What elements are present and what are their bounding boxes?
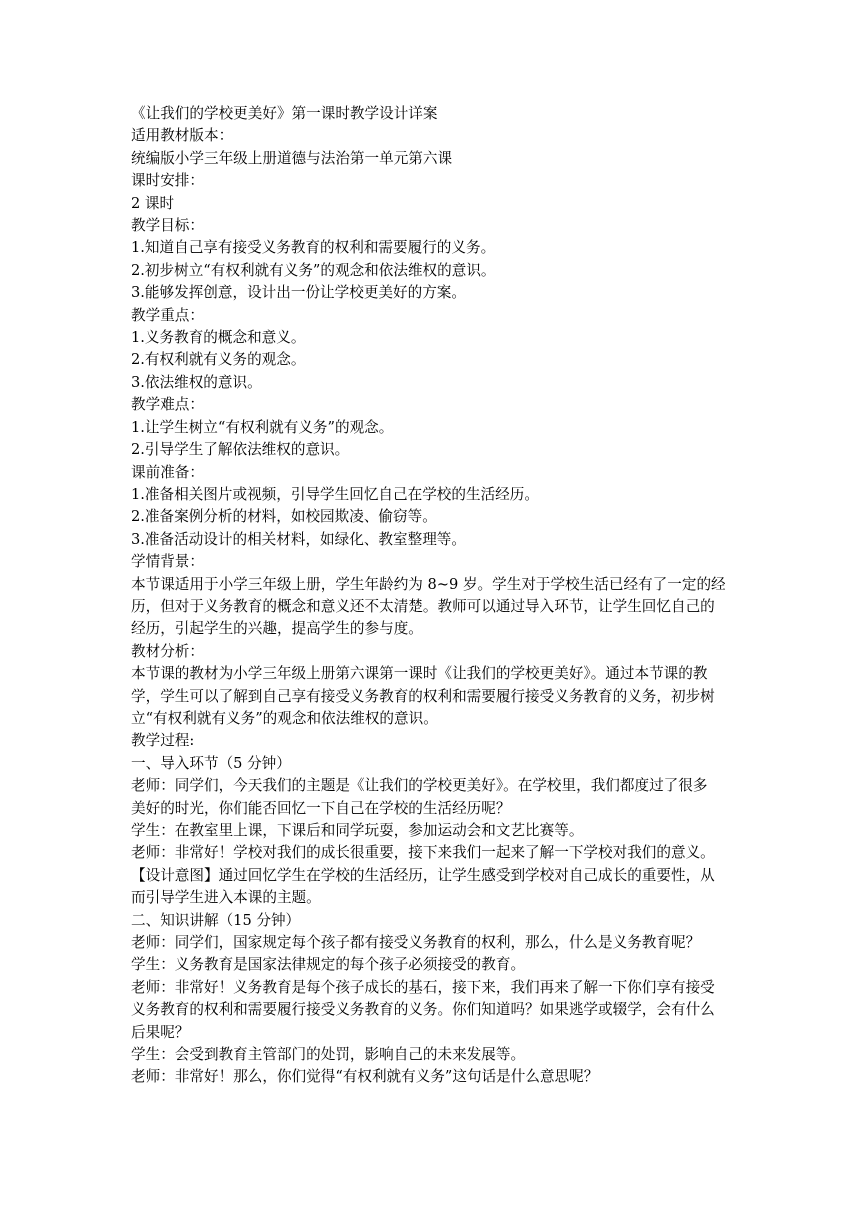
analysis-line: 立“有权利就有义务”的观念和依法维权的意识。	[131, 709, 438, 727]
section1-title: 一、导入环节（5 分钟）	[131, 754, 291, 772]
section1-line: 老师：同学们，今天我们的主题是《让我们的学校更美好》。在学校里，我们都度过了很多	[131, 777, 708, 795]
section2-title: 二、知识讲解（15 分钟）	[131, 911, 301, 929]
preparation-label: 课前准备：	[131, 463, 204, 481]
section2-line: 后果呢？	[131, 1023, 190, 1041]
section2-line: 老师：非常好！那么，你们觉得“有权利就有义务”这句话是什么意思呢？	[131, 1068, 599, 1086]
objectives-label: 教学目标：	[131, 217, 204, 235]
section2-line: 老师：同学们，国家规定每个孩子都有接受义务教育的权利，那么，什么是义务教育呢？	[131, 934, 701, 952]
preparation-item: 1.准备相关图片或视频，引导学生回忆自己在学校的生活经历。	[131, 485, 539, 503]
document-title: 《让我们的学校更美好》第一课时教学设计详案	[131, 105, 438, 122]
background-line: 历，但对于义务教育的概念和意义还不太清楚。教师可以通过导入环节，让学生回忆自己的	[131, 597, 715, 615]
key-points-label: 教学重点：	[131, 306, 204, 324]
section2-line: 老师：非常好！义务教育是每个孩子成长的基石，接下来，我们再来了解一下你们享有接受	[131, 978, 715, 996]
analysis-line: 本节课的教材为小学三年级上册第六课第一课时《让我们的学校更美好》。通过本节课的教	[131, 665, 708, 683]
document-page	[131, 103, 731, 1089]
background-line: 经历，引起学生的兴趣，提高学生的参与度。	[131, 620, 423, 638]
difficulty-item: 2.引导学生了解依法维权的意识。	[131, 441, 350, 459]
preparation-item: 3.准备活动设计的相关材料，如绿化、教室整理等。	[131, 530, 466, 548]
objective-item: 3.能够发挥创意，设计出一份让学校更美好的方案。	[131, 284, 466, 302]
section1-line: 而引导学生进入本课的主题。	[131, 889, 321, 907]
key-point-item: 2.有权利就有义务的观念。	[131, 351, 306, 369]
objective-item: 1.知道自己享有接受义务教育的权利和需要履行的义务。	[131, 239, 496, 257]
section1-line: 【设计意图】通过回忆学生在学校的生活经历，让学生感受到学校对自己成长的重要性，从	[131, 866, 715, 884]
schedule-label: 课时安排：	[131, 172, 204, 190]
section1-line: 老师：非常好！学校对我们的成长很重要，接下来我们一起来了解一下学校对我们的意义。	[131, 844, 715, 862]
section1-line: 美好的时光，你们能否回忆一下自己在学校的生活经历呢？	[131, 799, 511, 817]
analysis-label: 教材分析：	[131, 642, 204, 660]
objective-item: 2.初步树立“有权利就有义务”的观念和依法维权的意识。	[131, 261, 496, 279]
edition-label: 适用教材版本：	[131, 127, 234, 145]
preparation-item: 2.准备案例分析的材料，如校园欺凌、偷窃等。	[131, 508, 437, 526]
section1-line: 学生：在教室里上课，下课后和同学玩耍，参加运动会和文艺比赛等。	[131, 822, 584, 839]
background-line: 本节课适用于小学三年级上册，学生年龄约为 8~9 岁。学生对于学校生活已经有了一定的经	[131, 575, 726, 593]
edition-text: 统编版小学三年级上册道德与法治第一单元第六课	[131, 149, 453, 167]
section2-line: 义务教育的权利和需要履行接受义务教育的义务。你们知道吗？如果逃学或辍学，会有什么	[131, 1001, 715, 1019]
background-label: 学情背景：	[131, 553, 204, 571]
section2-line: 学生：义务教育是国家法律规定的每个孩子必须接受的教育。	[131, 956, 526, 974]
key-point-item: 1.义务教育的概念和意义。	[131, 329, 306, 347]
process-label: 教学过程:	[131, 732, 195, 750]
key-point-item: 3.依法维权的意识。	[131, 373, 262, 391]
analysis-line: 学，学生可以了解到自己享有接受义务教育的权利和需要履行接受义务教育的义务，初步树	[131, 687, 715, 705]
schedule-text: 2 课时	[131, 194, 175, 212]
section2-line: 学生：会受到教育主管部门的处罚，影响自己的未来发展等。	[131, 1046, 526, 1064]
difficulty-item: 1.让学生树立“有权利就有义务”的观念。	[131, 418, 394, 436]
difficulties-label: 教学难点：	[131, 396, 204, 414]
